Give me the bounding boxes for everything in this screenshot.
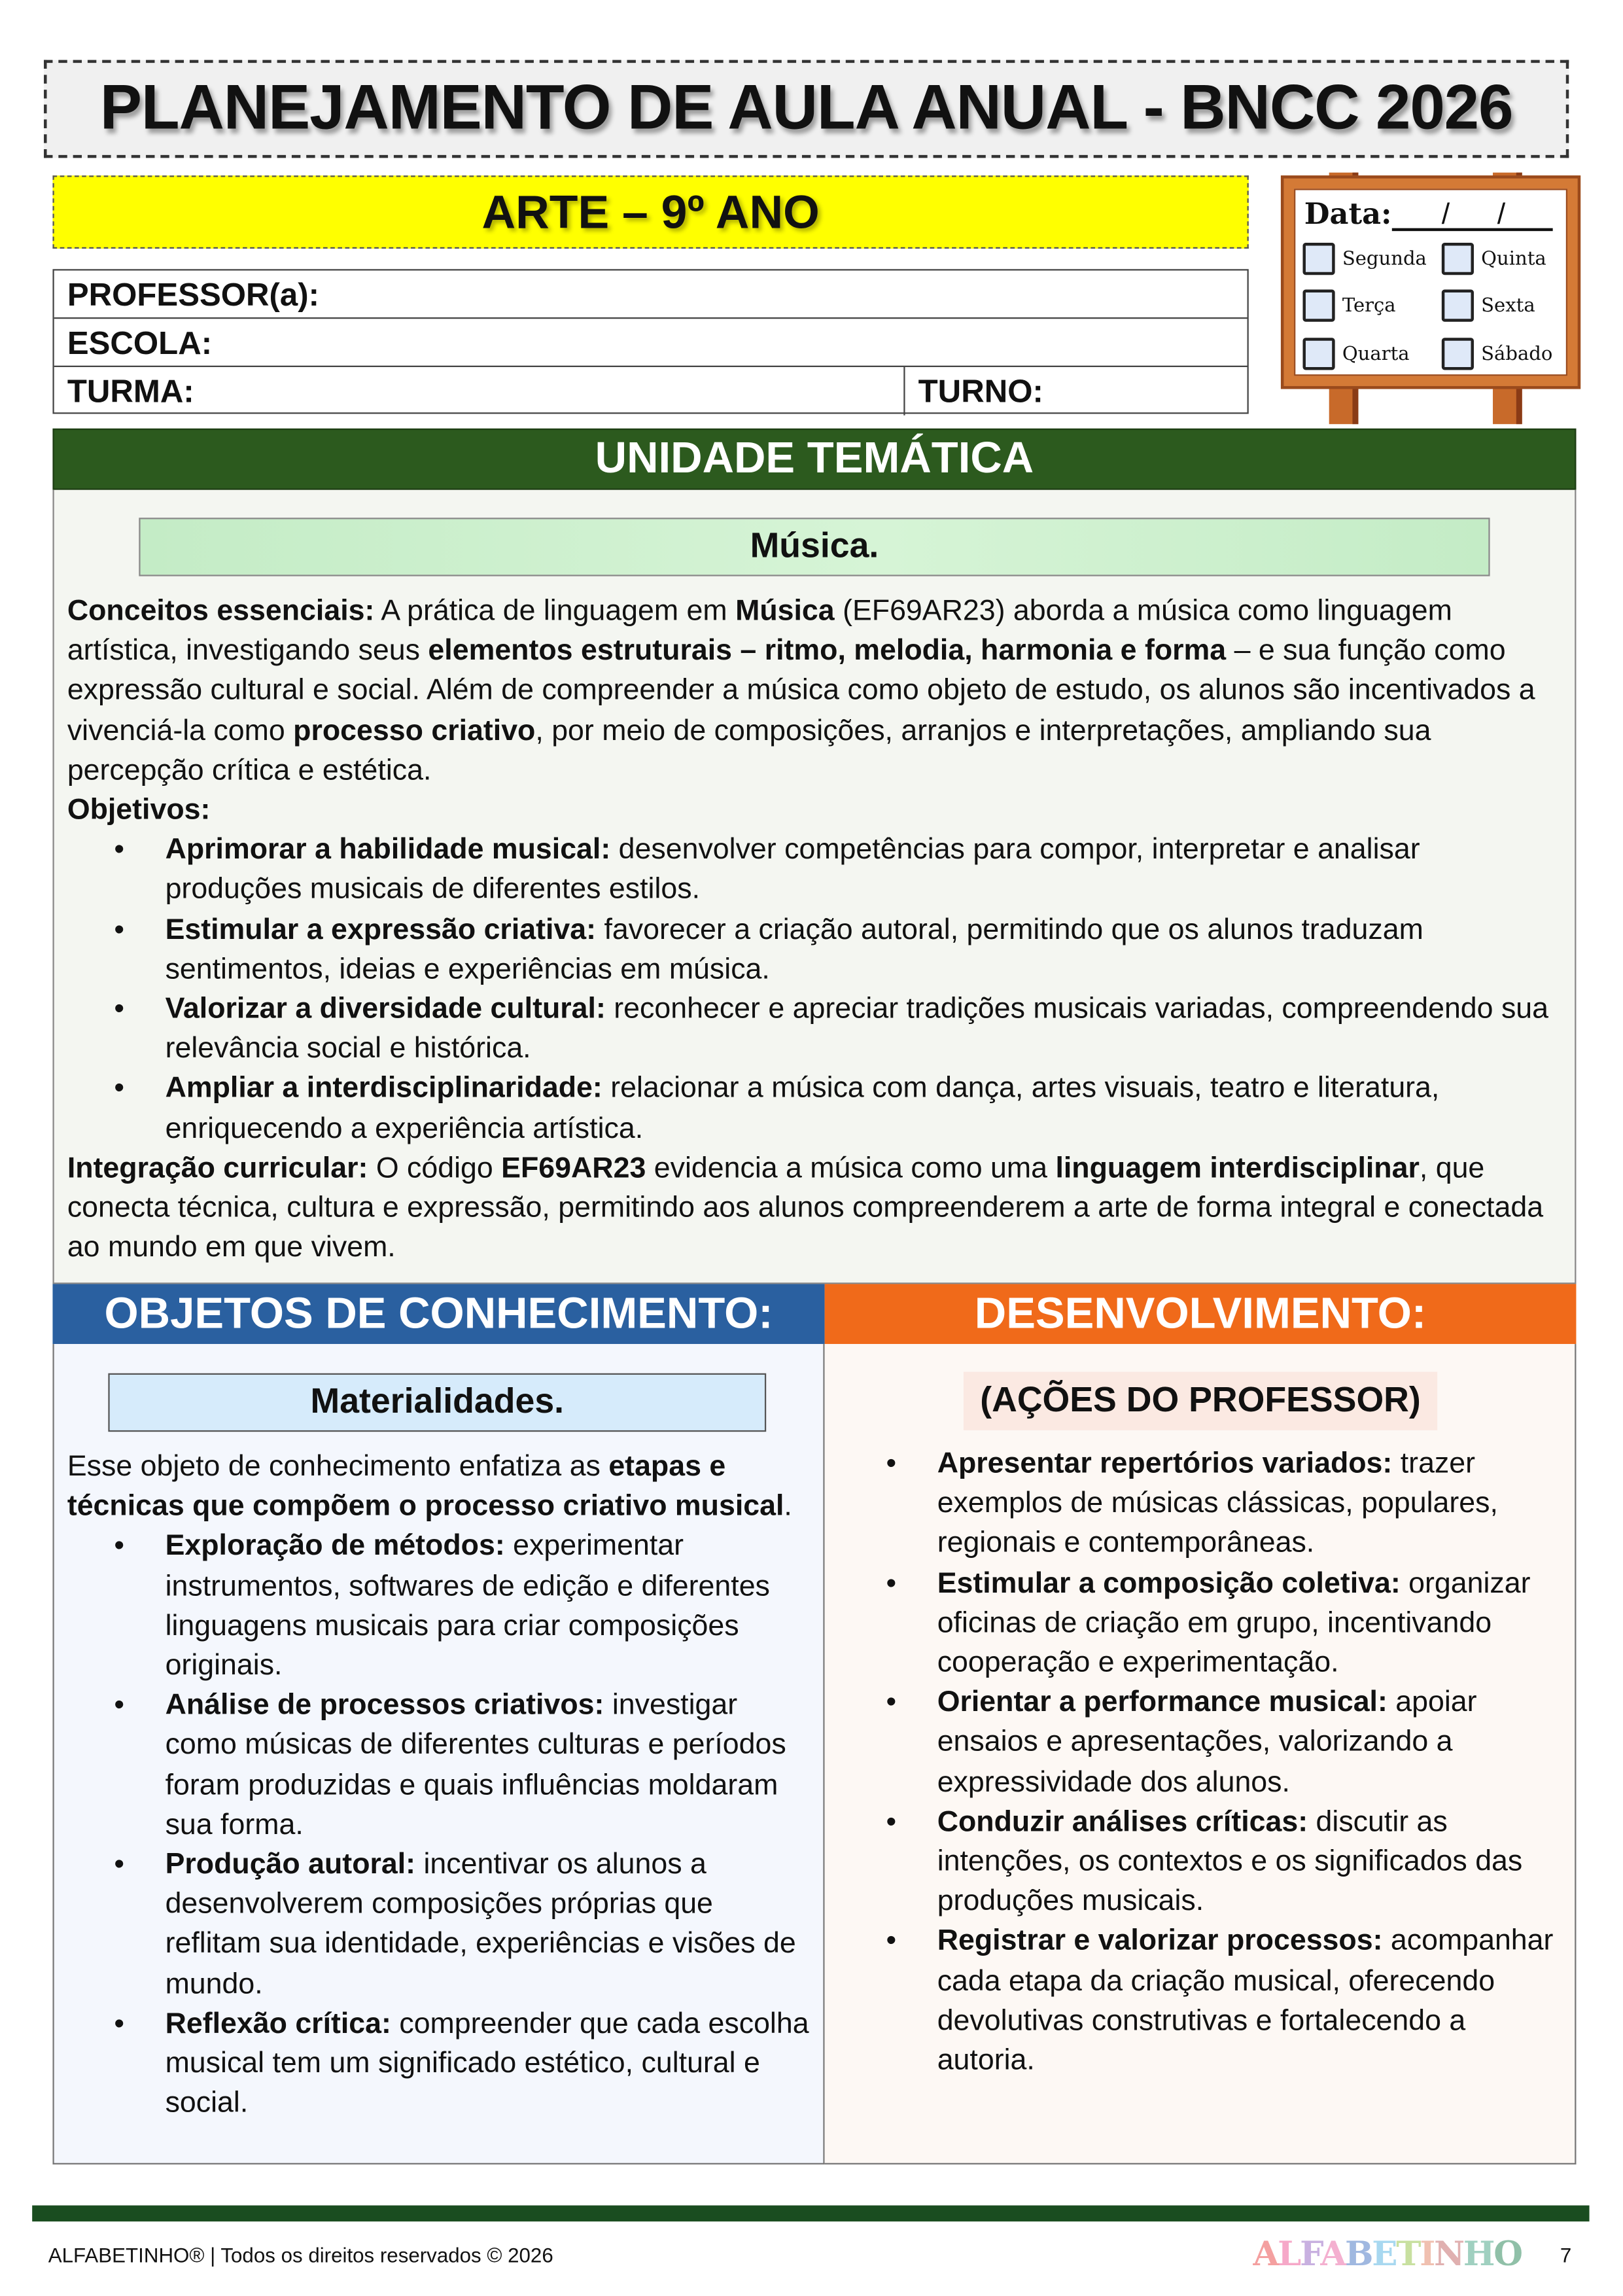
teacher-actions-box: (AÇÕES DO PROFESSOR) [964, 1372, 1437, 1430]
logo-letter: F [1300, 2234, 1321, 2274]
bold-text: processo criativo [293, 715, 536, 747]
bold-text: Música [735, 595, 835, 627]
bold-text: Orientar a performance musical: [937, 1686, 1387, 1719]
objects-list [67, 1527, 813, 2124]
thematic-unit-heading: UNIDADE TEMÁTICA [52, 429, 1576, 490]
bold-text: linguagem interdisciplinar [1055, 1152, 1420, 1185]
bold-text: etapas e técnicas que compõem o processo criativo musical [67, 1451, 784, 1523]
info-table [52, 269, 1248, 414]
text: experimentar instrumentos, softwares de edição e diferentes linguagens musicais para criar composições originais. [165, 1530, 770, 1682]
checkbox-icon[interactable] [1442, 290, 1474, 322]
logo-letter: E [1372, 2234, 1397, 2274]
concepts-paragraph [67, 592, 1559, 791]
logo-letter: O [1493, 2234, 1522, 2274]
day-checkbox-quarta[interactable] [1302, 338, 1409, 370]
logo-letter: B [1345, 2234, 1372, 2274]
list-item [67, 1527, 813, 1686]
knowledge-objects-text [67, 1448, 813, 2125]
checkbox-icon[interactable] [1302, 338, 1335, 370]
date-separator: / [1497, 198, 1506, 232]
bold-text: Produção autoral: [165, 1848, 416, 1881]
logo-letter: N [1434, 2234, 1463, 2274]
list-item [67, 911, 1559, 991]
text: trazer exemplos de músicas clássicas, populares, regionais e contemporâneas. [937, 1447, 1498, 1560]
footer-divider [32, 2206, 1589, 2222]
board-frame [1281, 175, 1580, 389]
logo-letter: L [1278, 2234, 1300, 2274]
footer-copyright: ALFABETINHO® | Todos os direitos reservados © 2026 [48, 2243, 553, 2267]
text: compreender que cada escolha musical tem um significado estético, cultural e social. [165, 2007, 809, 2120]
day-checkbox-segunda[interactable] [1302, 243, 1426, 275]
day-label: Quarta [1342, 343, 1410, 365]
bold-text: Integração curricular: [67, 1152, 368, 1185]
bold-text: Registrar e valorizar processos: [937, 1925, 1383, 1958]
list-item [67, 1846, 813, 2005]
page-number: 7 [1560, 2243, 1572, 2267]
text: organizar oficinas de criação em grupo, incentivando cooperação e experimentação. [937, 1567, 1531, 1679]
day-label: Terça [1342, 294, 1396, 317]
date-separator: / [1441, 198, 1450, 232]
day-label: Quinta [1481, 247, 1546, 270]
bold-text: Conceitos essenciais: [67, 595, 375, 627]
list-item [839, 1445, 1563, 1564]
professor-label: PROFESSOR(a): [67, 276, 320, 313]
knowledge-objects-heading: OBJETOS DE CONHECIMENTO: [52, 1284, 824, 1344]
subject-title: ARTE – 9º ANO [481, 185, 820, 238]
text: , por meio de composições, arranjos e interpretações, ampliando sua percepção crítica e estética. [67, 715, 1431, 787]
theme-box: Música. [139, 518, 1490, 576]
checkbox-icon[interactable] [1302, 243, 1335, 275]
day-checkbox-quinta[interactable] [1442, 243, 1546, 275]
checkbox-icon[interactable] [1302, 290, 1335, 322]
bold-text: Apresentar repertórios variados: [937, 1447, 1393, 1480]
text: A prática de linguagem em [374, 595, 736, 627]
bold-text: Análise de processos criativos: [165, 1689, 604, 1722]
text: apoiar ensaios e apresentações, valorizando a expressividade dos alunos. [937, 1686, 1477, 1799]
list-item [839, 1684, 1563, 1803]
brand-logo [1253, 2234, 1521, 2274]
school-field[interactable] [54, 319, 1248, 367]
class-field[interactable] [54, 367, 1248, 415]
bold-text: Exploração de métodos: [165, 1530, 505, 1563]
shift-label: TURNO: [918, 372, 1043, 410]
list-item [67, 831, 1559, 911]
page-title: PLANEJAMENTO DE AULA ANUAL - BNCC 2026 [99, 73, 1513, 144]
text: – e sua função como expressão cultural e social. Além de compreender a música como objeto de estudo, os alunos são incentivados a vivenciá-la como [67, 635, 1535, 747]
list-item [839, 1922, 1563, 2081]
day-checkbox-sabado[interactable] [1442, 338, 1553, 370]
day-checkbox-terca[interactable] [1302, 290, 1395, 322]
text: O código [368, 1152, 502, 1185]
text: (EF69AR23) aborda a música como linguagem artística, investigando seus [67, 595, 1452, 667]
checkbox-icon[interactable] [1442, 243, 1474, 275]
objectives-list [67, 831, 1559, 1149]
thematic-unit-text [67, 592, 1559, 1269]
title-banner [44, 60, 1569, 158]
text: incentivar os alunos a desenvolverem composições próprias que reflitam sua identidade, experiências e visões de mundo. [165, 1848, 796, 2000]
logo-letter: A [1253, 2234, 1278, 2274]
professor-field[interactable] [54, 270, 1248, 319]
list-item [67, 1070, 1559, 1150]
text: , que conecta técnica, cultura e expressão, permitindo aos alunos compreenderem a arte de forma integral e conectada ao mundo em que vivem. [67, 1152, 1544, 1264]
integration-paragraph [67, 1149, 1559, 1268]
text: discutir as intenções, os contextos e os significados das produções musicais. [937, 1805, 1523, 1918]
day-label: Sábado [1481, 343, 1553, 365]
day-checkbox-sexta[interactable] [1442, 290, 1535, 322]
class-label: TURMA: [67, 372, 194, 410]
development-list [839, 1445, 1563, 2081]
text: relacionar a música com dança, artes visuais, teatro e literatura, enriquecendo a experiência artística. [165, 1072, 1440, 1145]
text: acompanhar cada etapa da criação musical, oferecendo devolutivas construtivas e fortalecendo a autoria. [937, 1925, 1554, 2077]
checkbox-icon[interactable] [1442, 338, 1474, 370]
text: reconhecer e apreciar tradições musicais variadas, compreendendo sua relevância social e histórica. [165, 993, 1549, 1065]
shift-field[interactable] [903, 367, 1043, 415]
logo-letter: T [1396, 2234, 1420, 2274]
day-label: Sexta [1481, 294, 1535, 317]
text: desenvolver competências para compor, interpretar e analisar produções musicais de diferentes estilos. [165, 834, 1420, 906]
bold-text: Conduzir análises críticas: [937, 1805, 1308, 1839]
bold-text: Estimular a composição coletiva: [937, 1567, 1401, 1600]
list-item [839, 1564, 1563, 1684]
subject-banner [52, 175, 1248, 249]
day-label: Segunda [1342, 247, 1427, 270]
text: investigar como músicas de diferentes culturas e períodos foram produzidas e quais influências moldaram sua forma. [165, 1689, 786, 1841]
school-label: ESCOLA: [67, 325, 213, 362]
development-text [839, 1445, 1563, 2081]
list-item [67, 1687, 813, 1846]
logo-letter: I [1420, 2234, 1435, 2274]
bold-text: EF69AR23 [501, 1152, 646, 1185]
text: evidencia a música como uma [646, 1152, 1056, 1185]
logo-letter: A [1320, 2234, 1346, 2274]
list-item [67, 2005, 813, 2124]
development-heading: DESENVOLVIMENTO: [825, 1284, 1577, 1344]
date-label: Data: [1304, 196, 1392, 232]
text: Esse objeto de conhecimento enfatiza as [67, 1451, 609, 1483]
bold-text: Ampliar a interdisciplinaridade: [165, 1072, 602, 1105]
bold-text: Aprimorar a habilidade musical: [165, 834, 611, 866]
bold-text: Valorizar a diversidade cultural: [165, 993, 606, 1025]
text: favorecer a criação autoral, permitindo que os alunos traduzam sentimentos, ideias e experiências em música. [165, 913, 1423, 986]
objectives-label: Objetivos: [67, 794, 211, 826]
bold-text: Reflexão crítica: [165, 2007, 391, 2040]
bold-text: elementos estruturais – ritmo, melodia, harmonia e forma [428, 635, 1227, 667]
list-item [67, 990, 1559, 1070]
objects-intro [67, 1448, 813, 1528]
bold-text: Estimular a expressão criativa: [165, 913, 597, 946]
materialities-box: Materialidades. [108, 1373, 766, 1432]
list-item [839, 1803, 1563, 1922]
logo-letter: H [1463, 2234, 1494, 2274]
date-input-line[interactable] [1392, 228, 1553, 231]
date-board [1281, 173, 1580, 424]
text: . [784, 1491, 792, 1523]
